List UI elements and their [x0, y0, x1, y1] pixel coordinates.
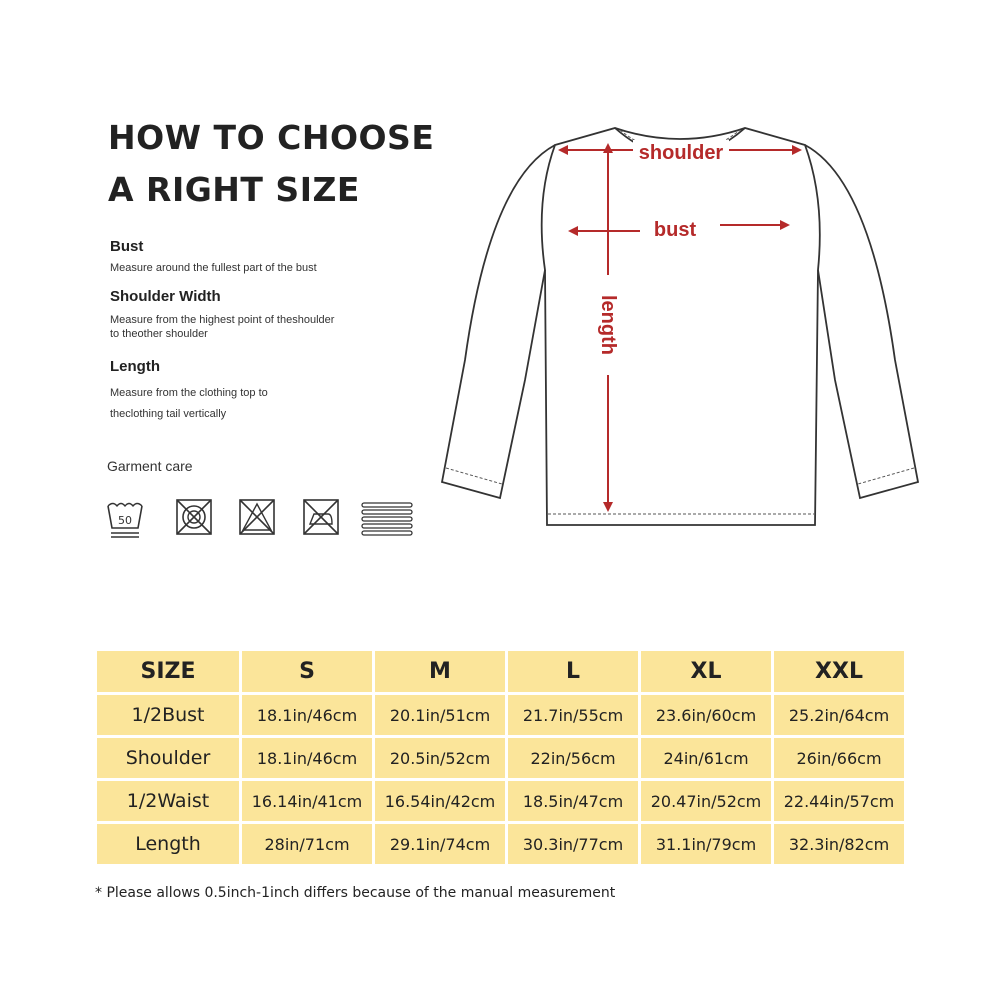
table-header-row	[97, 651, 904, 692]
table-header-cell: L	[508, 651, 638, 692]
wash-50-icon	[105, 498, 145, 542]
instruction-text	[110, 383, 410, 425]
left-sleeve	[442, 145, 555, 498]
measurement-note: * Please allows 0.5inch-1inch differs because of the manual measurement	[95, 885, 616, 901]
dry-flat-icon	[360, 498, 414, 536]
table-row	[97, 781, 904, 821]
table-row	[97, 824, 904, 864]
instruction-shoulder	[110, 288, 410, 341]
do-not-bleach-icon	[238, 498, 276, 536]
table-cell: 16.54in/42cm	[375, 781, 505, 821]
size-chart-table	[94, 648, 907, 867]
right-sleeve	[805, 145, 918, 498]
instruction-heading: Shoulder Width	[110, 288, 221, 305]
table-cell: 22.44in/57cm	[774, 781, 904, 821]
instruction-text-line: Measure from the highest point of theshoulder	[110, 314, 335, 326]
do-not-tumble-dry-icon	[175, 498, 213, 536]
instruction-length	[110, 358, 410, 425]
table-header-cell: M	[375, 651, 505, 692]
shirt-body	[542, 128, 820, 525]
table-cell: 18.5in/47cm	[508, 781, 638, 821]
table-row-label: 1/2Bust	[97, 695, 239, 735]
shoulder-label: shoulder	[638, 142, 724, 164]
bust-label: bust	[653, 219, 697, 241]
instruction-text	[110, 313, 410, 341]
table-cell: 20.5in/52cm	[375, 738, 505, 778]
table-cell: 30.3in/77cm	[508, 824, 638, 864]
table-cell: 20.47in/52cm	[641, 781, 771, 821]
table-row	[97, 738, 904, 778]
table-cell: 23.6in/60cm	[641, 695, 771, 735]
table-cell: 18.1in/46cm	[242, 738, 372, 778]
instruction-heading: Bust	[110, 238, 144, 255]
instruction-text-line: Measure from the clothing top to	[110, 387, 268, 399]
wash-temp-label: 50	[118, 514, 132, 527]
table-cell: 16.14in/41cm	[242, 781, 372, 821]
table-cell: 25.2in/64cm	[774, 695, 904, 735]
table-header-cell: XXL	[774, 651, 904, 692]
instruction-text-line: theclothing tail vertically	[110, 408, 227, 420]
table-cell: 26in/66cm	[774, 738, 904, 778]
table-row-label: Shoulder	[97, 738, 239, 778]
instruction-text: Measure around the fullest part of the bust	[110, 262, 317, 274]
title-line-2: A RIGHT SIZE	[108, 170, 360, 209]
length-label: length	[597, 295, 619, 355]
table-row-label: 1/2Waist	[97, 781, 239, 821]
shirt-diagram	[430, 110, 930, 540]
garment-care-title: Garment care	[107, 458, 193, 474]
table-cell: 18.1in/46cm	[242, 695, 372, 735]
table-cell: 31.1in/79cm	[641, 824, 771, 864]
title-line-1: HOW TO CHOOSE	[108, 118, 435, 157]
table-row	[97, 695, 904, 735]
table-cell: 29.1in/74cm	[375, 824, 505, 864]
garment-care-icons	[105, 498, 425, 544]
table-cell: 32.3in/82cm	[774, 824, 904, 864]
instruction-text-line: to theother shoulder	[110, 328, 208, 340]
table-header-cell: S	[242, 651, 372, 692]
table-cell: 24in/61cm	[641, 738, 771, 778]
instruction-heading: Length	[110, 358, 160, 375]
instruction-bust	[110, 238, 410, 275]
table-header-cell: XL	[641, 651, 771, 692]
table-cell: 20.1in/51cm	[375, 695, 505, 735]
table-cell: 22in/56cm	[508, 738, 638, 778]
table-cell: 28in/71cm	[242, 824, 372, 864]
table-row-label: Length	[97, 824, 239, 864]
do-not-iron-icon	[302, 498, 340, 536]
table-cell: 21.7in/55cm	[508, 695, 638, 735]
table-header-cell: SIZE	[97, 651, 239, 692]
